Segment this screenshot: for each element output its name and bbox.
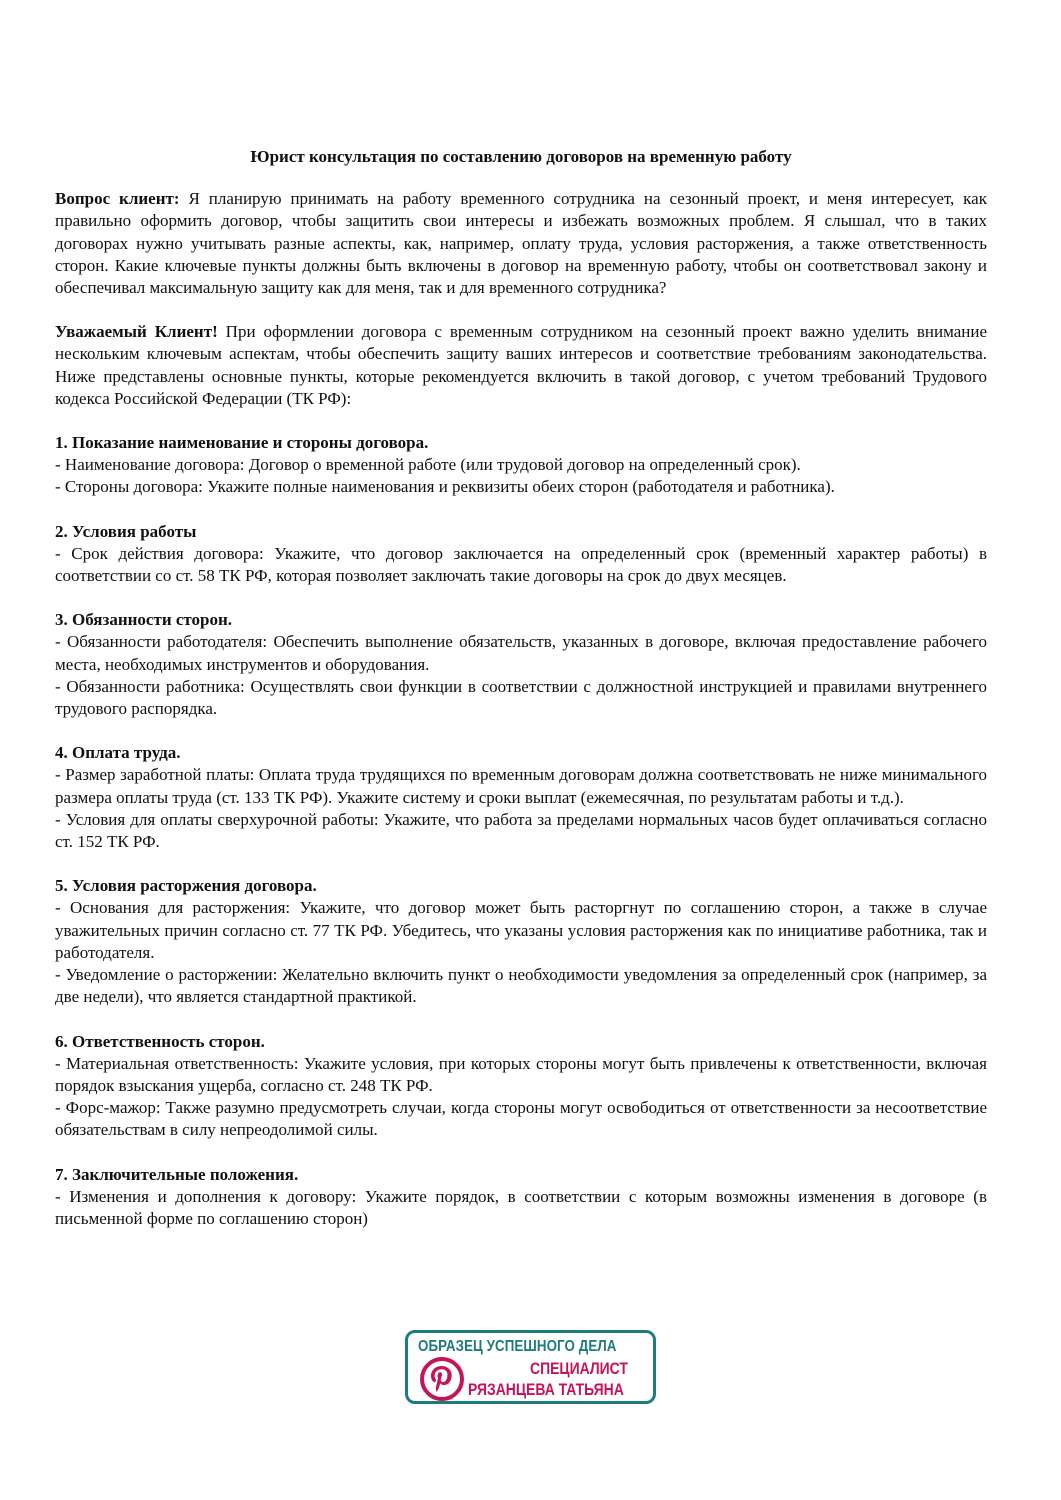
section-line: - Срок действия договора: Укажите, что договор заключается на определенный срок (временный характер работы) в соответствии со ст. 58 ТК РФ, которая позволяет заключать такие договоры на срок до двух месяцев.	[55, 543, 987, 586]
section-line: - Обязанности работодателя: Обеспечить выполнение обязательств, указанных в договоре, включая предоставление рабочего места, необходимых инструментов и оборудования.	[55, 632, 987, 674]
section-2	[55, 521, 987, 588]
lawyer-answer-intro	[55, 321, 987, 410]
section-heading: 7. Заключительные положения.	[55, 1164, 299, 1184]
section-line: - Обязанности работника: Осуществлять свои функции в соответствии с должностной инструкцией и правилами внутреннего трудового распорядка.	[55, 676, 987, 719]
section-heading: 1. Показание наименование и стороны договора.	[55, 433, 429, 453]
section-line: - Уведомление о расторжении: Желательно включить пункт о необходимости уведомления за определенный срок (например, за две недели), что является стандартной практикой.	[55, 965, 987, 1007]
document-body	[55, 146, 987, 1252]
section-line: - Изменения и дополнения к договору: Укажите порядок, в соответствии с которым возможны изменения в договоре (в письменной форме по соглашению сторон)	[55, 1186, 987, 1228]
section-heading: 3. Обязанности сторон.	[55, 610, 233, 630]
section-heading: 6. Ответственность сторон.	[55, 1031, 265, 1051]
stamp-name: РЯЗАНЦЕВА ТАТЬЯНА	[468, 1380, 624, 1399]
stamp-title: ОБРАЗЕЦ УСПЕШНОГО ДЕЛА	[418, 1338, 617, 1355]
section-1	[55, 432, 987, 499]
question-text: Я планирую принимать на работу временного сотрудника на сезонный проект, и меня интересует, как правильно оформить договор, чтобы защитить свои интересы и избежать возможных проблем. Я слышал, что в таких договорах нужно учитывать разные аспекты, как, например, оплату труда, условия расторжения, а также ответственность сторон. Какие ключевые пункты должны быть включены в договор на временную работу, чтобы он соответствовал закону и обеспечивал максимальную защиту как для меня, так и для временного сотрудника?	[55, 189, 987, 298]
specialist-stamp	[405, 1330, 656, 1404]
section-line: - Наименование договора: Договор о временной работе (или трудовой договор на определенный срок).	[55, 455, 801, 475]
answer-text: При оформлении договора с временным сотрудником на сезонный проект важно уделить внимание нескольким ключевым аспектам, чтобы обеспечить защиту ваших интересов и соответствие требованиям законодательства. Ниже представлены основные пункты, которые рекомендуется включить в такой договор, с учетом требований Трудового кодекса Российской Федерации (ТК РФ):	[55, 322, 987, 408]
stamp-role: СПЕЦИАЛИСТ	[530, 1359, 628, 1378]
question-label: Вопрос клиент:	[55, 189, 180, 209]
section-4	[55, 742, 987, 853]
section-heading: 4. Оплата труда.	[55, 743, 181, 763]
section-5	[55, 875, 987, 1008]
section-line: - Условия для оплаты сверхурочной работы: Укажите, что работа за пределами нормальных часов будет оплачиваться согласно ст. 152 ТК РФ.	[55, 809, 987, 852]
section-6	[55, 1031, 987, 1142]
section-line: - Основания для расторжения: Укажите, что договор может быть расторгнут по соглашению сторон, а также в случае уважительных причин согласно ст. 77 ТК РФ. Убедитесь, что указаны условия расторжения как по инициативе работника, так и работодателя.	[55, 898, 987, 962]
section-heading: 2. Условия работы	[55, 521, 197, 541]
section-3	[55, 609, 987, 720]
section-heading: 5. Условия расторжения договора.	[55, 876, 317, 896]
answer-label: Уважаемый Клиент!	[55, 322, 218, 342]
client-question	[55, 188, 987, 299]
section-line: - Материальная ответственность: Укажите условия, при которых стороны могут быть привлечены к ответственности, включая порядок взыскания ущерба, согласно ст. 248 ТК РФ.	[55, 1053, 987, 1095]
section-line: - Стороны договора: Укажите полные наименования и реквизиты обеих сторон (работодателя и работника).	[55, 477, 835, 497]
document-title: Юрист консультация по составлению договоров на временную работу	[250, 147, 792, 166]
section-line: - Размер заработной платы: Оплата труда трудящихся по временным договорам должна соответствовать не ниже минимального размера оплаты труда (ст. 133 ТК РФ). Укажите систему и сроки выплат (ежемесячная, по результатам работы и т.д.).	[55, 765, 987, 807]
section-7	[55, 1164, 987, 1231]
section-line: - Форс-мажор: Также разумно предусмотреть случаи, когда стороны могут освободиться от ответственности за несоответствие обязательствам в силу непреодолимой силы.	[55, 1098, 987, 1140]
pinterest-icon	[420, 1357, 464, 1401]
